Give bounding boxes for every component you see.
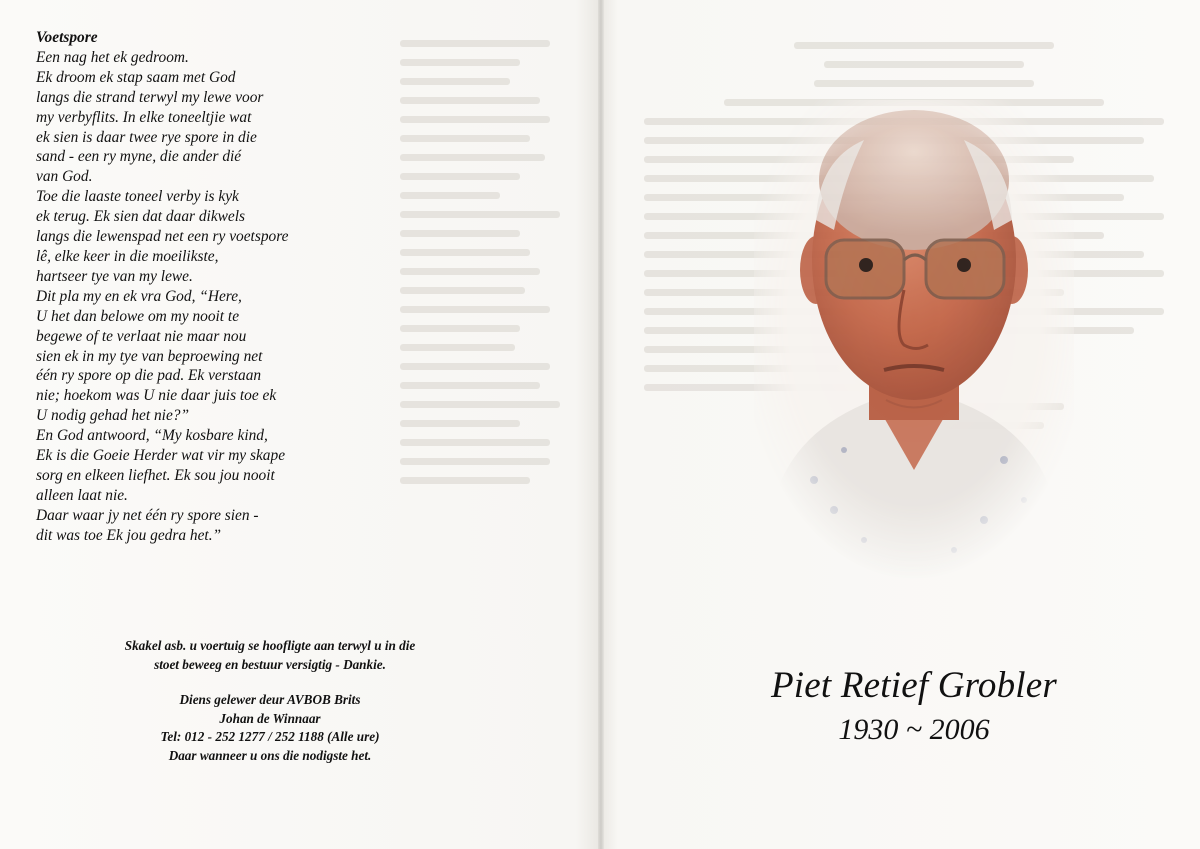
poem-line: En God antwoord, “My kosbare kind,: [36, 427, 268, 445]
poem: [36, 28, 336, 546]
poem-line: één ry spore op die pad. Ek verstaan: [36, 367, 262, 385]
notice-line: stoet beweeg en bestuur versigtig - Dankie.: [154, 656, 386, 672]
poem-line: dit was toe Ek jou gedra het.”: [36, 526, 222, 544]
poem-line: Dit pla my en ek vra God, “Here,: [36, 287, 242, 305]
poem-line: sand - een ry myne, die ander dié: [36, 148, 242, 166]
poem-line: alleen laat nie.: [36, 486, 128, 504]
poem-line: begewe of te verlaat nie maar nou: [36, 327, 247, 345]
credits-line: Diens gelewer deur AVBOB Brits: [179, 692, 361, 707]
right-panel: [604, 0, 1200, 849]
left-panel: [0, 0, 598, 849]
poem-line: Ek is die Goeie Herder wat vir my skape: [36, 447, 286, 465]
poem-line: sorg en elkeen liefhet. Ek sou jou nooit: [36, 466, 275, 484]
poem-line: van God.: [36, 168, 93, 186]
funeral-service-credits: [86, 691, 454, 765]
poem-line: ek terug. Ek sien dat daar dikwels: [36, 208, 246, 226]
credits-line: Johan de Winnaar: [219, 710, 321, 726]
poem-line: langs die strand terwyl my lewe voor: [36, 88, 264, 106]
poem-line: my verbyflits. In elke toneeltjie wat: [36, 108, 252, 126]
poem-line: ek sien is daar twee rye spore in die: [36, 128, 257, 146]
deceased-name: Piet Retief Grobler: [770, 665, 1057, 706]
poem-line: U het dan belowe om my nooit te: [36, 307, 240, 325]
poem-line: langs die lewenspad net een ry voetspore: [36, 228, 289, 246]
poem-line: Toe die laaste toneel verby is kyk: [36, 188, 239, 206]
poem-line: nie; hoekom was U nie daar juis toe ek: [36, 387, 277, 405]
poem-line: U nodig gehad het nie?”: [36, 407, 190, 425]
credits-phone: Tel: 012 - 252 1277 / 252 1188 (Alle ure): [160, 729, 380, 744]
poem-line: hartseer tye van my lewe.: [36, 267, 193, 285]
credits-line: Daar wanneer u ons die nodigste het.: [168, 747, 372, 763]
poem-line: Daar waar jy net één ry spore sien -: [36, 506, 259, 524]
poem-line: Een nag het ek gedroom.: [36, 48, 189, 66]
life-years: 1930 ~ 2006: [838, 713, 990, 746]
poem-line: Ek droom ek stap saam met God: [36, 68, 236, 86]
poem-title: Voetspore: [36, 29, 98, 46]
headlights-notice: [86, 637, 454, 674]
portrait-photo: [754, 100, 1074, 580]
notice-line: Skakel asb. u voertuig se hoofligte aan terwyl u in die: [124, 638, 416, 653]
bleed-through-text-left: [400, 28, 590, 496]
poem-line: lê, elke keer in die moeilikste,: [36, 247, 219, 265]
poem-line: sien ek in my tye van beproewing net: [36, 347, 263, 365]
